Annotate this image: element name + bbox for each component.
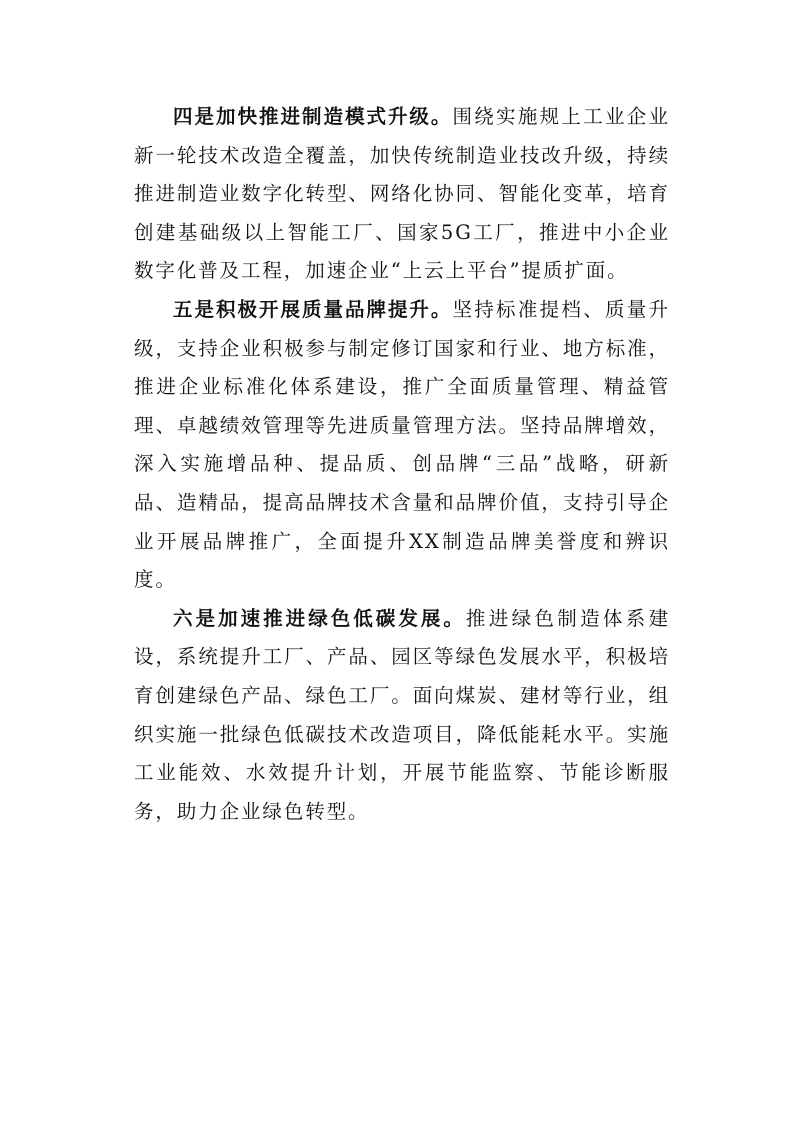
paragraph-quality-brand [134,291,670,600]
paragraph-heading: 四是加快推进制造模式升级。 [173,105,453,128]
paragraph-heading: 五是积极开展质量品牌提升。 [173,297,453,321]
paragraph-heading: 六是加速推进绿色低碳发展。 [173,606,466,630]
paragraph-green-development [134,600,670,832]
paragraph-text: 推进绿色制造体系建设，系统提升工厂、产品、园区等绿色发展水平，积极培育创建绿色产品、绿色工厂。面向煤炭、建材等行业，组织实施一批绿色低碳技术改造项目，降低能耗水平。实施工业能效、水效提升计划，开展节能监察、节能诊断服务，助力企业绿色转型。 [134,606,670,823]
paragraph-manufacturing-mode [134,98,670,291]
paragraph-text: 坚持标准提档、质量升级，支持企业积极参与制定修订国家和行业、地方标准，推进企业标准化体系建设，推广全面质量管理、精益管理、卓越绩效管理等先进质量管理方法。坚持品牌增效，深入实施增品种、提品质、创品牌“三品”战略，研新品、造精品，提高品牌技术含量和品牌价值，支持引导企业开展品牌推广，全面提升XX制造品牌美誉度和辨识度。 [134,297,670,592]
document-body [134,98,670,831]
paragraph-text: 围绕实施规上工业企业新一轮技术改造全覆盖，加快传统制造业技改升级，持续推进制造业数字化转型、网络化协同、智能化变革，培育创建基础级以上智能工厂、国家5G工厂，推进中小企业数字化普及工程，加速企业“上云上平台”提质扩面。 [134,105,670,283]
